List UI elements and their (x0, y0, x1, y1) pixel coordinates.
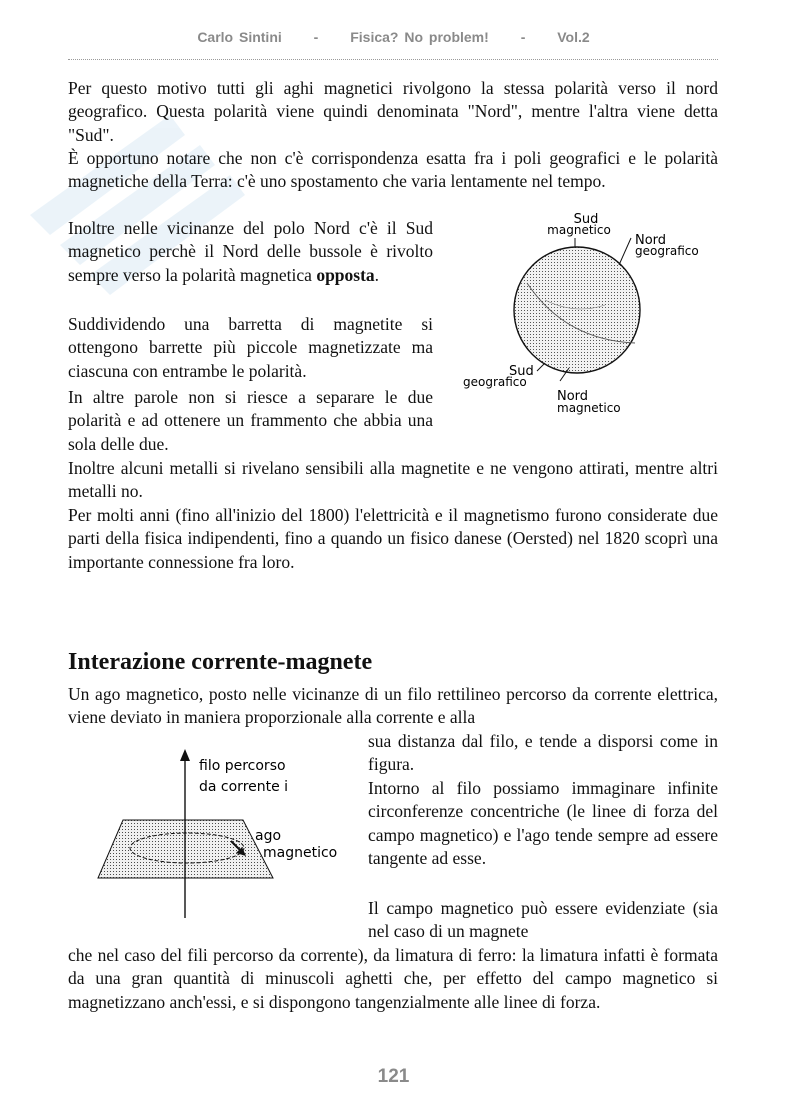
paragraph-7: Per molti anni (fino all'inizio del 1800) l'elettricità e il magnetismo furono considerate due parti della fisica indipendenti, fino a quando un fisico danese (Oersted) nel 1820 scoprì una importante connessione fra loro. (68, 505, 718, 572)
earth-globe (514, 247, 640, 373)
page-number: 121 (377, 1066, 410, 1087)
label-filo-percorso: filo percorso (199, 758, 286, 774)
paragraph-9: Intorno al filo possiamo immaginare infinite circonferenze concentriche (le linee di forza del campo magnetico) e l'ago tende sempre ad essere tangente ad esse. (368, 778, 718, 868)
header-separator: - (313, 29, 319, 45)
leader-line (537, 363, 545, 371)
paragraph-8: Un ago magnetico, posto nelle vicinanze di un filo rettilineo percorso da corrente elettrica, viene deviato in maniera proporzionale alla corrente e alla (68, 684, 718, 728)
label-sud-magnetico: magnetico (547, 223, 611, 237)
header-author: Carlo Sintini (197, 29, 282, 45)
label-da-corrente: da corrente i (199, 779, 289, 795)
paragraph-3 (68, 217, 433, 287)
section-heading: Interazione corrente-magnete (68, 649, 373, 675)
earth-poles-figure (455, 205, 720, 435)
paragraph-10: che nel caso del fili percorso da corrente), da limatura di ferro: la limatura infatti è formata da una gran quantità di minuscoli aghetti che, per effetto del campo magnetico si magnetizzano anch'essi, e si dispongono tangenzialmente alle linee di forza. (68, 945, 718, 1012)
label-nord-magnetico: Nord (557, 389, 589, 404)
header-divider (68, 59, 718, 60)
label-nord-geografico: geografico (635, 244, 699, 258)
paragraph-4: Suddividendo una barretta di magnetite si ottengono barrette più piccole magnetizzate ma ciascuna con entrambe le polarità. (68, 314, 433, 381)
paragraph-3-text: Inoltre nelle vicinanze del polo Nord c'è il Sud magnetico perchè il Nord delle bussole è rivolto sempre verso la polarità magnetica (68, 218, 433, 285)
paragraph-5: In altre parole non si riesce a separare le due polarità e ad ottenere un frammento che abbia una sola delle due. (68, 387, 433, 454)
label-nord-magnetico: magnetico (557, 401, 621, 415)
paragraph-1: Per questo motivo tutti gli aghi magnetici rivolgono la stessa polarità verso il nord geografico. Questa polarità viene quindi denominata "Nord", mentre l'altra viene detta "Sud". (68, 78, 718, 145)
paragraph-3-end: . (374, 264, 380, 285)
wire-needle-figure (95, 745, 360, 925)
paragraph-3-emphasis: opposta (316, 264, 375, 285)
paragraph-8-continued: sua distanza dal filo, e tende a disporsi come in figura. (368, 731, 718, 775)
paragraph-6: Inoltre alcuni metalli si rivelano sensibili alla magnetite e ne vengono attirati, mentre altri metalli no. (68, 458, 718, 502)
leader-line (619, 238, 631, 265)
label-sud-geografico: geografico (463, 375, 527, 389)
label-nord-geografico: Nord (635, 233, 667, 248)
header-separator: - (520, 29, 526, 45)
paragraph-2: È opportuno notare che non c'è corrispondenza esatta fra i poli geografici e le polarità magnetiche della Terra: c'è uno spostamento che varia lentamente nel tempo. (68, 148, 718, 192)
current-arrow-icon (180, 749, 190, 761)
label-magnetico: magnetico (263, 845, 338, 861)
running-header (0, 29, 787, 45)
label-ago: ago (255, 828, 282, 844)
paragraph-10-start: Il campo magnetico può essere evidenziate (sia nel caso di un magnete (368, 898, 718, 942)
label-sud-magnetico: Sud (573, 212, 599, 227)
header-title: Fisica? No problem! (350, 29, 489, 45)
header-volume: Vol.2 (557, 29, 590, 45)
label-sud-geografico: Sud (509, 364, 534, 379)
